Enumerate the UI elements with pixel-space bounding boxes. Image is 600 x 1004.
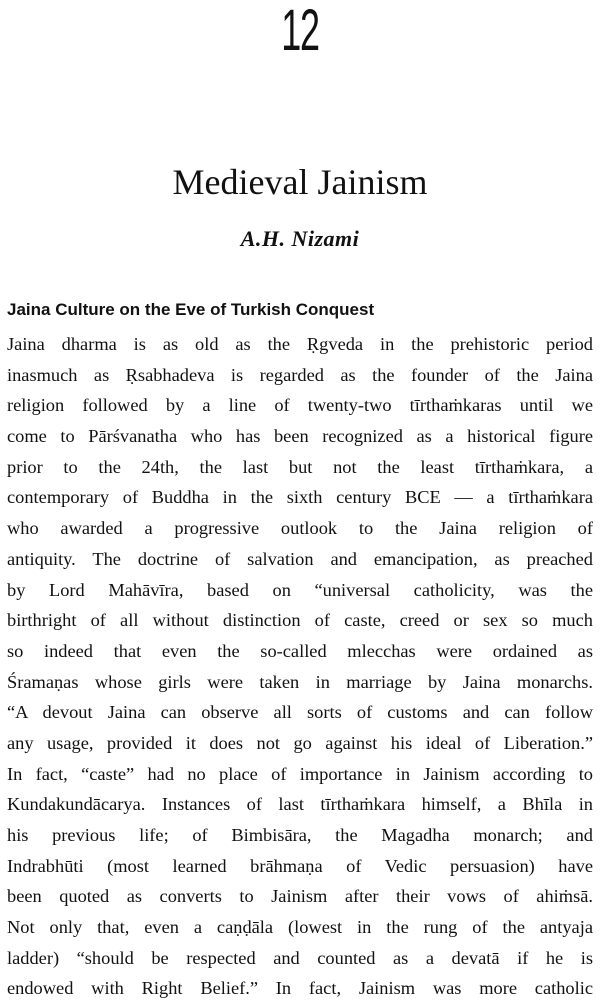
body-paragraph (7, 329, 593, 1004)
text-line: Jaina dharma is as old as the Ṛgveda in the prehistoric period (7, 334, 593, 354)
text-line: inasmuch as Ṛsabhadeva is regarded as the founder of the Jaina (7, 364, 593, 385)
text-line: so indeed that even the so-called mlecchas were ordained as (7, 640, 593, 661)
text-line: been quoted as converts to Jainism after their vows of ahiṁsā. (7, 886, 593, 907)
text-line: endowed with Right Belief.” In fact, Jainism was more catholic (7, 978, 593, 999)
text-line: Not only that, even a caṇḍāla (lowest in the rung of the antyaja (7, 917, 593, 938)
text-line: his previous life; of Bimbisāra, the Magadha monarch; and (7, 825, 593, 845)
text-line: contemporary of Buddha in the sixth century BCE — a tīrthaṁkara (7, 487, 593, 508)
text-line: come to Pārśvanatha who has been recognized as a historical figure (7, 426, 593, 447)
text-line: any usage, provided it does not go against his ideal of Liberation.” (7, 732, 593, 753)
text-line: birthright of all without distinction of caste, creed or sex so much (7, 610, 593, 631)
text-line: ladder) “should be respected and counted as a devatā if he is (7, 947, 593, 968)
text-line: prior to the 24th, the last but not the least tīrthaṁkara, a (7, 456, 593, 477)
text-line: Śramaṇas whose girls were taken in marriage by Jaina monarchs. (7, 671, 593, 692)
text-line: Indrabhūti (most learned brāhmaṇa of Vedic persuasion) have (7, 855, 593, 876)
section-heading: Jaina Culture on the Eve of Turkish Conquest (7, 300, 375, 319)
chapter-author: A.H. Nizami (240, 226, 360, 251)
text-line: In fact, “caste” had no place of importance in Jainism according to (7, 763, 593, 784)
text-line: by Lord Mahāvīra, based on “universal catholicity, was the (7, 579, 593, 600)
chapter-number: 12 (281, 0, 319, 63)
text-line: who awarded a progressive outlook to the Jaina religion of (7, 518, 593, 539)
chapter-title: Medieval Jainism (172, 162, 428, 202)
text-line: Kundakundācarya. Instances of last tīrthaṁkara himself, a Bhīla in (7, 794, 593, 815)
text-line: religion followed by a line of twenty-two tīrthaṁkaras until we (7, 395, 593, 416)
text-line: antiquity. The doctrine of salvation and emancipation, as preached (7, 548, 593, 569)
text-line: “A devout Jaina can observe all sorts of customs and can follow (7, 702, 593, 723)
